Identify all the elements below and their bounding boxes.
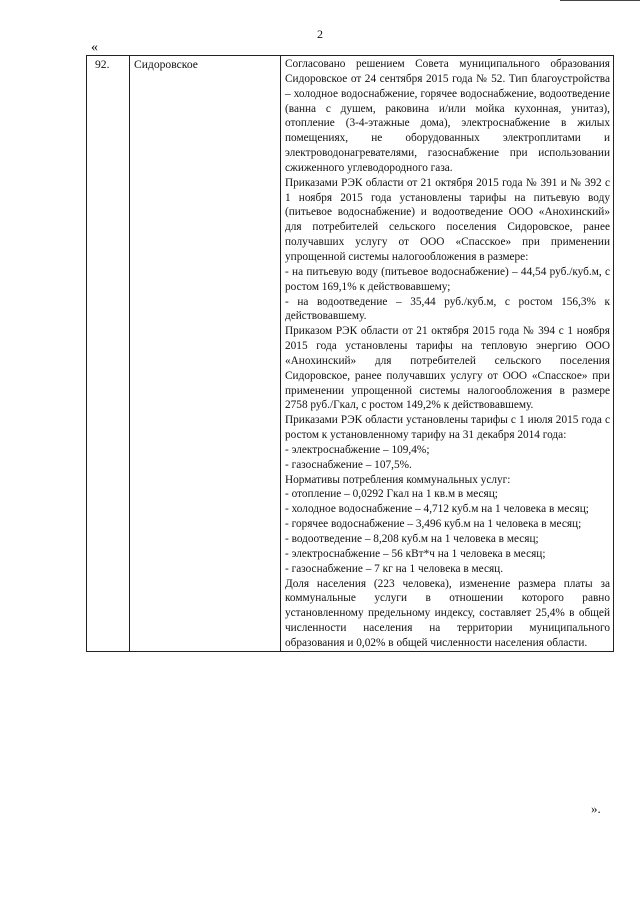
paragraph-heat-tariff: Приказом РЭК области от 21 октября 2015 года № 394 с 1 ноября 2015 года установлены тарифы на тепловую энергию ООО «Анохинский» для потребителей сельского поселения Сидоровское, ранее получавших услугу от ООО «Спасское» при применении упрощенной системы налогообложения в размере 2758 руб./Гкал, с ростом 149,2% к действовавшему. <box>285 325 610 412</box>
page-number: 2 <box>317 27 323 41</box>
paragraph-july-tariffs: Приказами РЭК области установлены тарифы с 1 июля 2015 года с ростом к установленному тарифу на 31 декабря 2014 года: <box>285 414 610 442</box>
row-number-cell <box>87 56 130 652</box>
description-text <box>281 56 613 651</box>
opening-quote: « <box>91 40 98 55</box>
description-cell <box>281 56 614 652</box>
paragraph-population-share: Доля населения (223 человека), изменение размера платы за коммунальные услуги в отношении которого равно установленному предельному индексу, составляет 25,4% в общей численности населения на территории муниципального образования и 0,02% в общей численности населения области. <box>285 577 610 649</box>
paragraph-approval: Согласовано решением Совета муниципального образования Сидоровское от 24 сентября 2015 года № 52. Тип благоустройства – холодное водоснабжение, горячее водоснабжение, водоотведение (ванна с душем, раковина и/или мойка кухонная, унитаз), отопление (3-4-этажные дома), электроснабжение в жилых помещениях, не оборудованных электроплитами и электроводонагревателями, газоснабжение при использовании сжиженного углеводородного газа. <box>285 58 610 174</box>
paragraph-norm-hot-water: - горячее водоснабжение – 3,496 куб.м на 1 человека в месяц; <box>285 518 582 531</box>
closing-quote: ». <box>591 801 601 816</box>
row-number: 92. <box>95 58 110 71</box>
table-row <box>87 56 614 652</box>
scan-mark-top-right <box>560 0 640 1</box>
paragraph-gas: - газоснабжение – 107,5%. <box>285 458 412 471</box>
settlement-name-cell <box>130 56 281 652</box>
paragraph-norm-heating: - отопление – 0,0292 Гкал на 1 кв.м в месяц; <box>285 488 498 501</box>
paragraph-norm-electricity: - электроснабжение – 56 кВт*ч на 1 человека в месяц; <box>285 547 546 560</box>
paragraph-norms-heading: Нормативы потребления коммунальных услуг: <box>285 473 511 486</box>
paragraph-water-tariffs: Приказами РЭК области от 21 октября 2015 года № 391 и № 392 с 1 ноября 2015 года установлены тарифы на питьевую воду (питьевое водоснабжение) и водоотведение ООО «Анохинский» для потребителей сельского поселения Сидоровское, ранее получавших услугу от ООО «Спасское» при применении упрощенной системы налогообложения в размере: <box>285 176 610 263</box>
settlement-name: Сидоровское <box>134 58 198 71</box>
paragraph-electricity: - электроснабжение – 109,4%; <box>285 443 430 456</box>
paragraph-drinking-water: - на питьевую воду (питьевое водоснабжение) – 44,54 руб./куб.м, с ростом 169,1% к действовавшему; <box>285 265 610 293</box>
paragraph-norm-cold-water: - холодное водоснабжение – 4,712 куб.м на 1 человека в месяц; <box>285 503 589 516</box>
paragraph-norm-sewerage: - водоотведение – 8,208 куб.м на 1 человека в месяц; <box>285 533 539 545</box>
document-table <box>86 55 614 652</box>
paragraph-norm-gas: - газоснабжение – 7 кг на 1 человека в месяц. <box>285 562 504 575</box>
paragraph-sewerage: - на водоотведение – 35,44 руб./куб.м, с ростом 156,3% к действовавшему. <box>285 295 610 323</box>
